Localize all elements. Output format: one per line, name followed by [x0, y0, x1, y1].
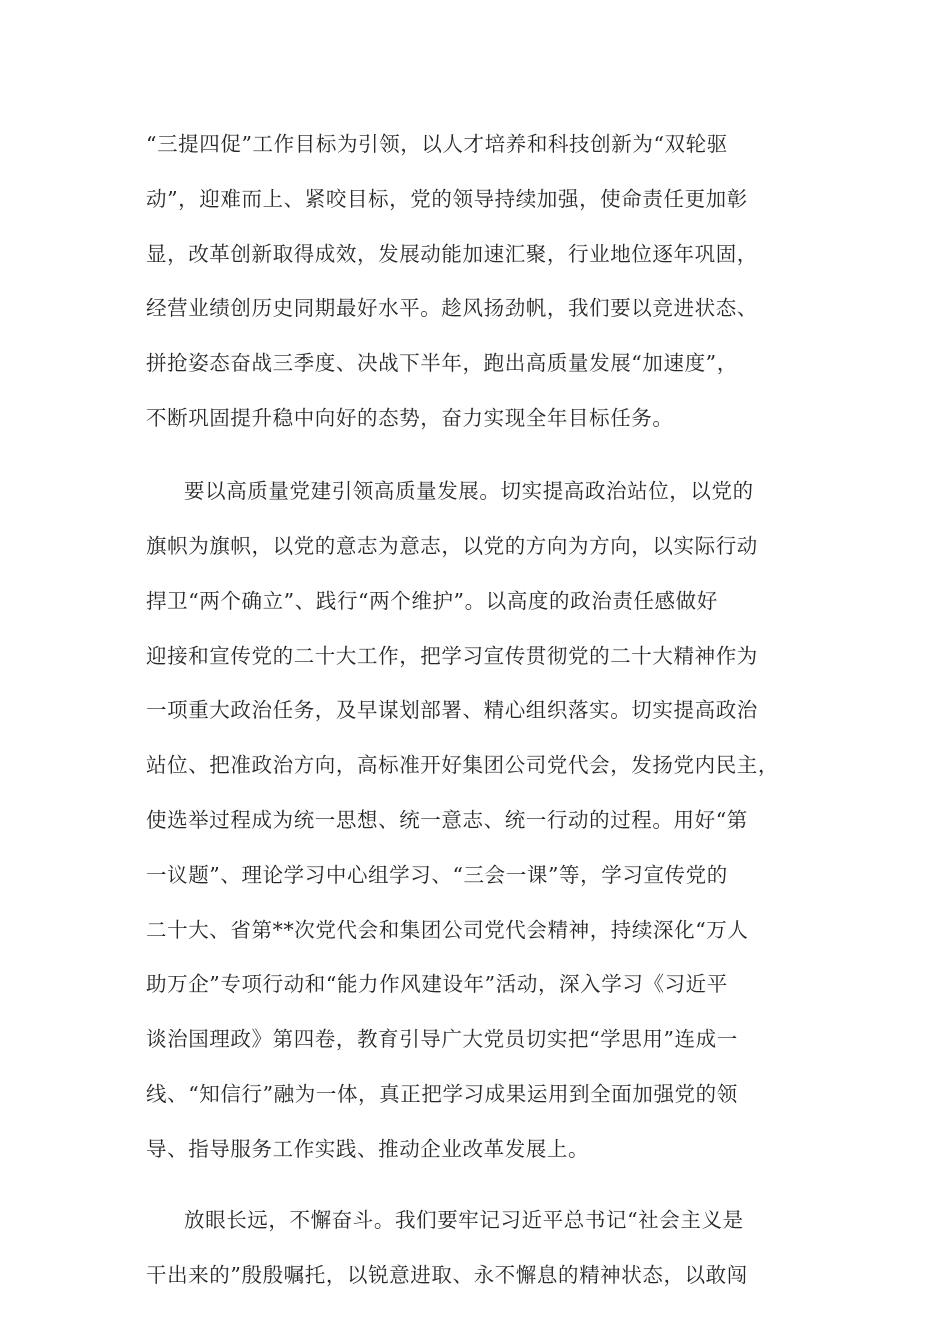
- paragraph-2-line-4: 迎接和宣传党的二十大工作，把学习宣传贯彻党的二十大精神作为: [146, 644, 758, 668]
- paragraph-2-line-10: 助万企”专项行动和“能力作风建设年”活动，深入学习《习近平: [146, 972, 728, 996]
- paragraph-2-line-13: 导、指导服务工作实践、推动企业改革发展上。: [146, 1137, 590, 1161]
- paragraph-2-line-6: 站位、把准政治方向，高标准开好集团公司党代会，发扬党内民主，: [146, 753, 779, 777]
- paragraph-2-line-1: 要以高质量党建引领高质量发展。切实提高政治站位，以党的: [184, 479, 754, 503]
- paragraph-2-line-8: 一议题”、理论学习中心组学习、“三会一课”等，学习宣传党的: [146, 863, 728, 887]
- paragraph-2-line-11: 谈治国理政》第四卷，教育引导广大党员切实把“学思用”连成一: [146, 1027, 738, 1051]
- paragraph-2-line-2: 旗帜为旗帜，以党的意志为意志，以党的方向为方向，以实际行动: [146, 534, 758, 558]
- paragraph-2-line-3: 捍卫“两个确立”、践行“两个维护”。以高度的政治责任感做好: [146, 589, 718, 613]
- paragraph-2-line-12: 线、“知信行”融为一体，真正把学习成果运用到全面加强党的领: [146, 1082, 738, 1106]
- paragraph-1-line-1: “三提四促”工作目标为引领，以人才培养和科技创新为“双轮驱: [146, 132, 728, 156]
- paragraph-3-line-2: 干出来的”殷殷嘱托，以锐意进取、永不懈息的精神状态，以敢闯: [146, 1263, 748, 1287]
- paragraph-3-line-1: 放眼长远，不懈奋斗。我们要牢记习近平总书记“社会主义是: [184, 1208, 744, 1232]
- paragraph-2-line-7: 使选举过程成为统一思想、统一意志、统一行动的过程。用好“第: [146, 808, 748, 832]
- paragraph-1-line-5: 拼抢姿态奋战三季度、决战下半年，跑出高质量发展“加速度”，: [146, 351, 738, 375]
- paragraph-2-line-9: 二十大、省第**次党代会和集团公司党代会精神，持续深化“万人: [146, 918, 749, 942]
- paragraph-1-line-4: 经营业绩创历史同期最好水平。趁风扬劲帆，我们要以竞进状态、: [146, 296, 758, 320]
- paragraph-1-line-3: 显，改革创新取得成效，发展动能加速汇聚，行业地位逐年巩固，: [146, 242, 758, 266]
- paragraph-1-line-2: 动”，迎难而上、紧咬目标，党的领导持续加强，使命责任更加彰: [146, 187, 748, 211]
- paragraph-2-line-5: 一项重大政治任务，及早谋划部署、精心组织落实。切实提高政治: [146, 698, 758, 722]
- paragraph-1-line-6: 不断巩固提升稳中向好的态势，奋力实现全年目标任务。: [146, 406, 674, 430]
